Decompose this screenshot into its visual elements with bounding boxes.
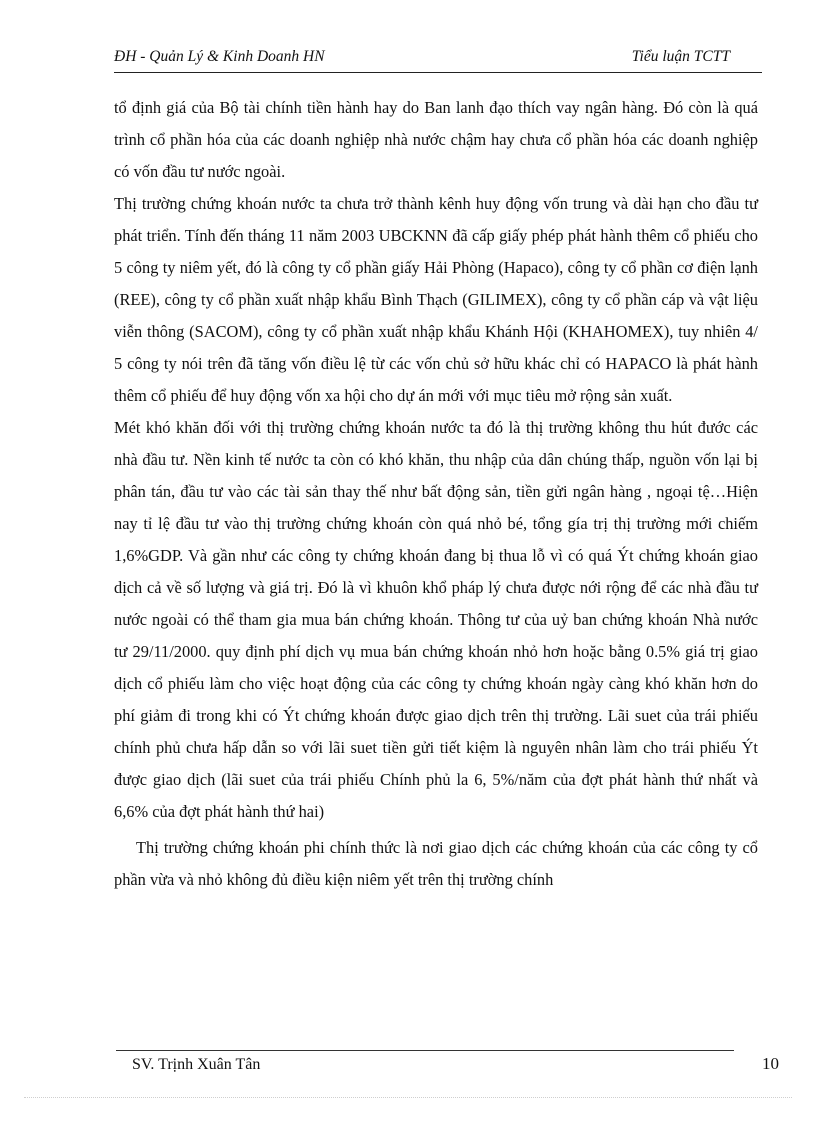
- paragraph-continuation: tổ định giá của Bộ tài chính tiền hành hay do Ban lanh đạo thích vay ngân hàng. Đó còn là quá trình cổ phần hóa của các doanh nghiệp nhà nước chậm hay chưa cổ phần hóa các doanh nghiệp có vốn đầu tư nước ngoài.: [114, 98, 758, 181]
- paragraph-otc-market: Thị trường chứng khoán phi chính thức là nơi giao dịch các chứng khoán của các công ty cổ phần vừa và nhỏ không đủ điều kiện niêm yết trên thị trường chính: [114, 838, 758, 889]
- header-document-type: Tiểu luận TCTT: [631, 48, 730, 65]
- page-edge-divider: [24, 1097, 792, 1098]
- paragraph-capital-mobilization: Thị trường chứng khoán nước ta chưa trở thành kênh huy động vốn trung và dài hạn cho đầu tư phát triển. Tính đến tháng 11 năm 2003 UBCKNN đã cấp giấy phép phát hành thêm cổ phiếu cho 5 công ty niêm yết, đó là công ty cổ phần giấy Hải Phòng (Hapaco), công ty cổ phần cơ điện lạnh (REE), công ty cổ phần xuất nhập khẩu Bình Thạch (GILIMEX), công ty cổ phần cáp và vật liệu viễn thông (SACOM), công ty cổ phần xuất nhập khẩu Khánh Hội (KHAHOMEX), tuy nhiên 4/ 5 công ty nói trên đã tăng vốn điều lệ từ các vốn chủ sở hữu khác chỉ có HAPACO là phát hành thêm cổ phiếu để huy động vốn xa hội cho dự án mới với mục tiêu mở rộng sản xuất.: [114, 194, 758, 405]
- header-divider: [114, 72, 762, 73]
- footer-divider: [116, 1050, 734, 1051]
- page-number: 10: [762, 1054, 779, 1073]
- paragraph-investor-difficulty: Mét khó khăn đối với thị trường chứng khoán nước ta đó là thị trường không thu hút đước các nhà đầu tư. Nền kinh tế nước ta còn có khó khăn, thu nhập của dân chúng thấp, nguồn vốn lại bị phân tán, đầu tư vào các tài sản thay thế như bất động sản, tiền gửi ngân hàng , ngoại tệ…Hiện nay tỉ lệ đầu tư vào thị trường chứng khoán còn quá nhỏ bé, tổng gía trị thị trường mới chiếm 1,6%GDP. Và gần như các công ty chứng khoán đang bị thua lỗ vì có quá Ýt chứng khoán giao dịch cả về số lượng và giá trị. Đó là vì khuôn khổ pháp lý chưa được nới rộng để các nhà đầu tư nước ngoài có thể tham gia mua bán chứng khoán. Thông tư của uỷ ban chứng khoán Nhà nước tư 29/11/2000. quy định phí dịch vụ mua bán chứng khoán nhỏ hơn hoặc bằng 0.5% giá trị giao dịch cổ phiếu làm cho việc hoạt động của các công ty chứng khoán ngày càng khó khăn hơn do phí giảm đi trong khi có Ýt chứng khoán được giao dịch trên thị trường. Lãi suet của trái phiếu chính phủ chưa hấp dẫn so với lãi suet tiền gửi tiết kiệm là nguyên nhân làm cho trái phiếu Ýt được giao dịch (lãi suet của trái phiếu Chính phủ la 6, 5%/năm của đợt phát hành thứ nhất và 6,6% của đợt phát hành thứ hai): [114, 418, 758, 821]
- footer-author: SV. Trịnh Xuân Tân: [132, 1056, 261, 1073]
- header-institution: ĐH - Quản Lý & Kinh Doanh HN: [114, 48, 325, 65]
- document-body: [114, 92, 758, 896]
